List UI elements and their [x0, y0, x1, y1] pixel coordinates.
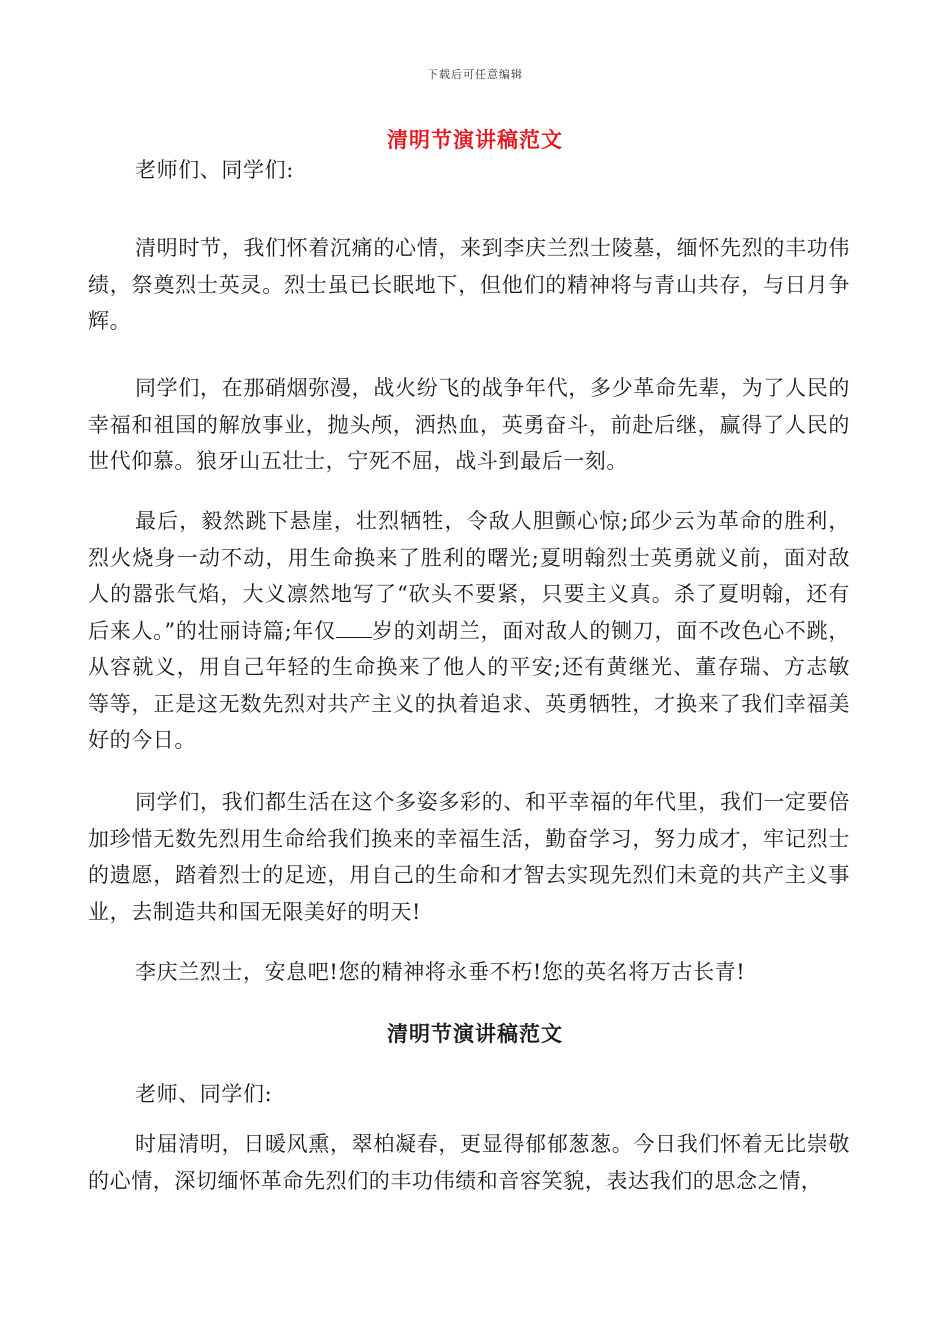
speech1-paragraph-5: 李庆兰烈士，安息吧!您的精神将永垂不朽!您的英名将万古长青! [135, 960, 746, 984]
fill-in-blank [336, 619, 372, 638]
speech1-paragraph-1: 清明时节，我们怀着沉痛的心情，来到李庆兰烈士陵墓，缅怀先烈的丰功伟绩，祭奠烈士英灵。烈士虽已长眠地下，但他们的精神将与青山共存，与日月争辉。 [88, 236, 850, 333]
speech1-paragraph-4: 同学们，我们都生活在这个多姿多彩的、和平幸福的年代里，我们一定要倍加珍惜无数先烈用生命给我们换来的幸福生活，勤奋学习，努力成才，牢记烈士的遗愿，踏着烈士的足迹，用自己的生命和才智去实现先烈们未竟的共产主义事业，去制造共和国无限美好的明天! [88, 790, 850, 924]
speech1-paragraph-2: 同学们，在那硝烟弥漫，战火纷飞的战争年代，多少革命先辈，为了人民的幸福和祖国的解放事业，抛头颅，洒热血，英勇奋斗，前赴后继，赢得了人民的世代仰慕。狼牙山五壮士，宁死不屈，战斗到最后一刻。 [88, 376, 850, 473]
paragraph-3-text-before-blank: 最后，毅然跳下悬崖，壮烈牺牲，令敌人胆颤心惊;邱少云为革命的胜利，烈火烧身一动不动，用生命换来了胜利的曙光;夏明翰烈士英勇就义前，面对敌人的嚣张气焰，大义凛然地写了“砍头不要紧，只要主义真。杀了夏明翰，还有后来人。”的壮丽诗篇;年仅 [88, 509, 850, 643]
speech2-greeting: 老师、同学们: [135, 1082, 273, 1106]
header-note: 下载后可任意编辑 [427, 68, 523, 81]
paragraph-3-text-after-blank: 岁的刘胡兰，面对敌人的铡刀，面不改色心不跳，从容就义，用自己年轻的生命换来了他人的平安;还有黄继光、董存瑞、方志敏等等，正是这无数先烈对共产主义的执着追求、英勇牺牲，才换来了我们幸福美好的今日。 [88, 618, 850, 752]
speech1-paragraph-3 [88, 503, 850, 759]
speech1-title: 清明节演讲稿范文 [387, 127, 563, 152]
speech2-title: 清明节演讲稿范文 [387, 1021, 563, 1046]
speech2-paragraph-1: 时届清明，日暖风熏，翠柏凝春，更显得郁郁葱葱。今日我们怀着无比崇敬的心情，深切缅怀革命先烈们的丰功伟绩和音容笑貌，表达我们的思念之情， [88, 1132, 850, 1193]
speech1-greeting: 老师们、同学们: [135, 158, 294, 182]
